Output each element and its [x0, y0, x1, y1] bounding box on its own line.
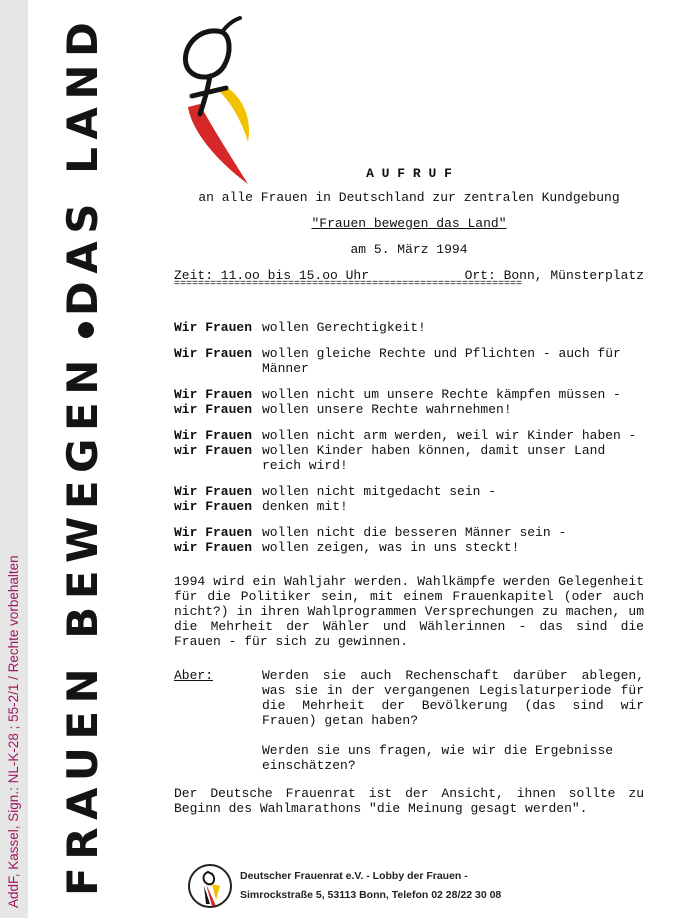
- demand-block: [174, 387, 644, 417]
- demand-lead: wir Frauen: [174, 499, 253, 514]
- intro-line: an alle Frauen in Deutschland zur zentralen Kundgebung: [198, 190, 620, 205]
- aber-question-1: Werden sie auch Rechenschaft darüber ablegen, was sie in der vergangenen Legislaturperiode für die Mehrheit der Bevölkerung (das sind wir Frauen) getan haben?: [262, 668, 644, 728]
- footer-address: Simrockstraße 5, 53113 Bonn, Telefon 02 28/22 30 08: [240, 889, 502, 901]
- archive-strip: [0, 0, 28, 918]
- demand-lead: Wir Frauen: [174, 525, 253, 540]
- footer: [188, 864, 501, 908]
- paragraph-election: 1994 wird ein Wahljahr werden. Wahlkämpfe werden Gelegenheit für die Politiker sein, mit einem Frauenkapitel (oder auch nicht?) in ihren Wahlprogrammen Versprechungen zu machen, um die Mehrheit der Wähler und Wählerinnen - das sind die Frauen - für sich zu gewinnen.: [174, 574, 644, 649]
- demand-text: wollen unsere Rechte wahrnehmen!: [262, 402, 512, 417]
- dot-icon: [78, 322, 94, 338]
- closing-paragraph: Der Deutsche Frauenrat ist der Ansicht, ihnen sollte zu Beginn des Wahlmarathons "die Meinung gesagt werden".: [174, 786, 644, 816]
- demand-block: [174, 525, 644, 555]
- demand-block: [174, 320, 644, 335]
- demand-block: [174, 346, 644, 376]
- demand-line: [174, 402, 644, 417]
- demand-text: wollen zeigen, was in uns steckt!: [262, 540, 520, 555]
- demand-lead: wir Frauen: [174, 443, 253, 458]
- women-symbol-logo: [170, 12, 260, 187]
- demand-line: [174, 320, 644, 335]
- demand-lead: Wir Frauen: [174, 320, 253, 335]
- demand-text: wollen nicht mitgedacht sein -: [262, 484, 497, 499]
- demand-lead: Wir Frauen: [174, 428, 253, 443]
- motto: "Frauen bewegen das Land": [311, 216, 507, 231]
- logo-black-tail: [222, 18, 240, 32]
- demand-lead: Wir Frauen: [174, 346, 253, 361]
- footer-org: Deutscher Frauenrat e.V. - Lobby der Frauen -: [240, 870, 468, 882]
- demand-text: wollen nicht arm werden, weil wir Kinder haben -: [262, 428, 637, 443]
- side-title: [58, 0, 108, 912]
- demand-line: [174, 346, 644, 376]
- demand-text: wollen gleiche Rechte und Pflichten - auch für Männer: [262, 346, 621, 376]
- demand-block: [174, 484, 644, 514]
- demand-line: [174, 484, 644, 499]
- double-rule: ==========================================================: [174, 280, 523, 290]
- demand-text: wollen nicht die besseren Männer sein -: [262, 525, 567, 540]
- demand-line: [174, 525, 644, 540]
- footer-logo-icon: [190, 866, 232, 908]
- aber-label: Aber:: [174, 668, 214, 683]
- demand-line: [174, 428, 644, 443]
- heading: A U F R U F: [366, 166, 452, 181]
- demand-line: [174, 499, 644, 514]
- event-time: Zeit: 11.oo bis 15.oo Uhr: [174, 268, 370, 283]
- demand-line: [174, 443, 644, 473]
- side-title-part1: FRAUEN BEWEGEN: [58, 352, 107, 896]
- demand-text: wollen Gerechtigkeit!: [262, 320, 426, 335]
- event-date: am 5. März 1994: [350, 242, 468, 257]
- footer-logo: [188, 864, 232, 908]
- aber-block: [174, 668, 644, 773]
- demand-lead: wir Frauen: [174, 402, 253, 417]
- archive-note: AddF, Kassel, Sign.: NL-K-28 ; 55-2/1 / Rechte vorbehalten: [6, 555, 21, 908]
- demands-list: [174, 320, 644, 555]
- side-title-part2: DAS LAND: [58, 14, 107, 317]
- demand-text: denken mit!: [262, 499, 348, 514]
- demand-text: wollen nicht um unsere Rechte kämpfen müssen -: [262, 387, 621, 402]
- document-sheet: [28, 0, 680, 918]
- demand-lead: Wir Frauen: [174, 484, 253, 499]
- demand-lead: wir Frauen: [174, 540, 253, 555]
- demand-lead: Wir Frauen: [174, 387, 253, 402]
- demand-line: [174, 387, 644, 402]
- logo-black-stroke: [185, 31, 229, 114]
- event-place: Ort: Bonn, Münsterplatz: [464, 268, 644, 283]
- demand-line: [174, 540, 644, 555]
- demand-block: [174, 428, 644, 473]
- aber-question-2: Werden sie uns fragen, wie wir die Ergebnisse einschätzen?: [262, 743, 614, 773]
- demand-text: wollen Kinder haben können, damit unser Land reich wird!: [262, 443, 606, 473]
- logo-gold-stroke: [220, 88, 249, 142]
